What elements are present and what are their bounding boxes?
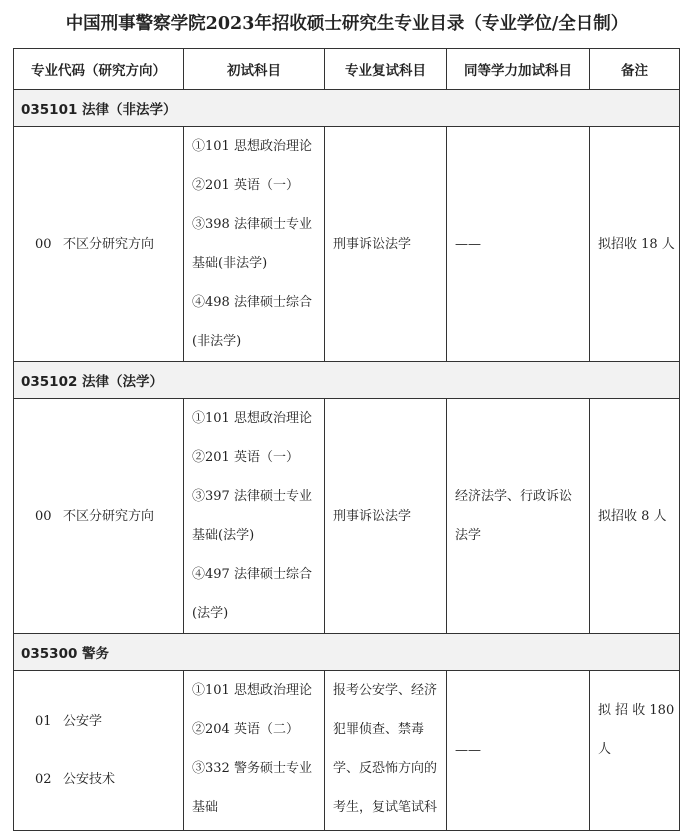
direction-code: 00 (35, 236, 52, 252)
direction-cell (14, 127, 184, 362)
direction-cell (14, 399, 184, 634)
direction-name: 不区分研究方向 (63, 236, 155, 252)
page-title: 中国刑事警察学院2023年招收硕士研究生专业目录（专业学位/全日制） (65, 14, 629, 34)
exam-subject: 基础 (192, 800, 219, 815)
section-heading: 035102 法律（法学） (14, 362, 680, 399)
exam-subject: 基础(法学) (192, 528, 255, 543)
table-row (14, 127, 680, 362)
table-row (14, 671, 680, 831)
retest-line: 学、反恐怖方向的 (333, 761, 438, 776)
header-cell: 同等学力加试科目 (447, 49, 590, 90)
direction-code: 01 (35, 713, 52, 729)
direction-code: 00 (35, 508, 52, 524)
direction-name: 公安技术 (63, 771, 116, 787)
retest-line: 报考公安学、经济 (333, 683, 438, 698)
extra-cell (447, 399, 590, 634)
exam-subjects-cell (184, 399, 325, 634)
exam-subject: (非法学) (192, 334, 242, 349)
note-cell (590, 399, 680, 634)
extra-line: 经济法学、行政诉讼 (455, 489, 573, 504)
direction-name: 不区分研究方向 (63, 508, 155, 524)
exam-subject: ③398 法律硕士专业 (192, 217, 312, 232)
exam-subject: ④498 法律硕士综合 (192, 295, 312, 310)
exam-subject: 基础(非法学) (192, 256, 268, 271)
note-cell (590, 127, 680, 362)
exam-subject: ①101 思想政治理论 (192, 683, 312, 698)
section-row (14, 634, 680, 671)
section-row (14, 362, 680, 399)
exam-subject: ②204 英语（二） (192, 722, 299, 737)
direction-name: 公安学 (63, 713, 103, 729)
exam-subjects-cell (184, 127, 325, 362)
catalog-table (13, 48, 680, 831)
retest-line: 刑事诉讼法学 (333, 236, 412, 252)
retest-line: 刑事诉讼法学 (333, 508, 412, 524)
section-row (14, 90, 680, 127)
header-row (14, 49, 680, 90)
note-line: 拟招收 18 人 (598, 236, 675, 252)
section-heading: 035300 警务 (14, 634, 680, 671)
retest-cell (325, 127, 447, 362)
extra-line: 法学 (455, 528, 482, 543)
note-line: 拟 招 收 180 (598, 703, 675, 718)
exam-subject: ②201 英语（一） (192, 178, 299, 193)
exam-subjects-cell (184, 671, 325, 831)
header-cell: 初试科目 (184, 49, 325, 90)
extra-line: —— (455, 743, 481, 758)
direction-code: 02 (35, 771, 52, 787)
exam-subject: ③332 警务硕士专业 (192, 761, 312, 776)
section-heading: 035101 法律（非法学） (14, 90, 680, 127)
note-line: 人 (598, 742, 612, 757)
note-line: 拟招收 8 人 (598, 508, 667, 524)
retest-line: 犯罪侦查、禁毒 (333, 722, 425, 737)
extra-cell (447, 671, 590, 831)
direction-item (35, 751, 183, 809)
extra-cell (447, 127, 590, 362)
extra-line: —— (455, 236, 481, 252)
exam-subject: ②201 英语（一） (192, 450, 299, 465)
header-cell: 专业复试科目 (325, 49, 447, 90)
retest-line: 考生，复试笔试科 (333, 800, 438, 815)
retest-cell (325, 671, 447, 831)
direction-item (35, 693, 183, 751)
exam-subject: ①101 思想政治理论 (192, 411, 312, 426)
note-cell (590, 671, 680, 831)
exam-subject: ③397 法律硕士专业 (192, 489, 312, 504)
header-cell: 专业代码（研究方向） (14, 49, 184, 90)
table-row (14, 399, 680, 634)
exam-subject: (法学) (192, 606, 229, 621)
retest-cell (325, 399, 447, 634)
direction-cell (14, 671, 184, 831)
header-cell: 备注 (590, 49, 680, 90)
exam-subject: ①101 思想政治理论 (192, 139, 312, 154)
exam-subject: ④497 法律硕士综合 (192, 567, 312, 582)
